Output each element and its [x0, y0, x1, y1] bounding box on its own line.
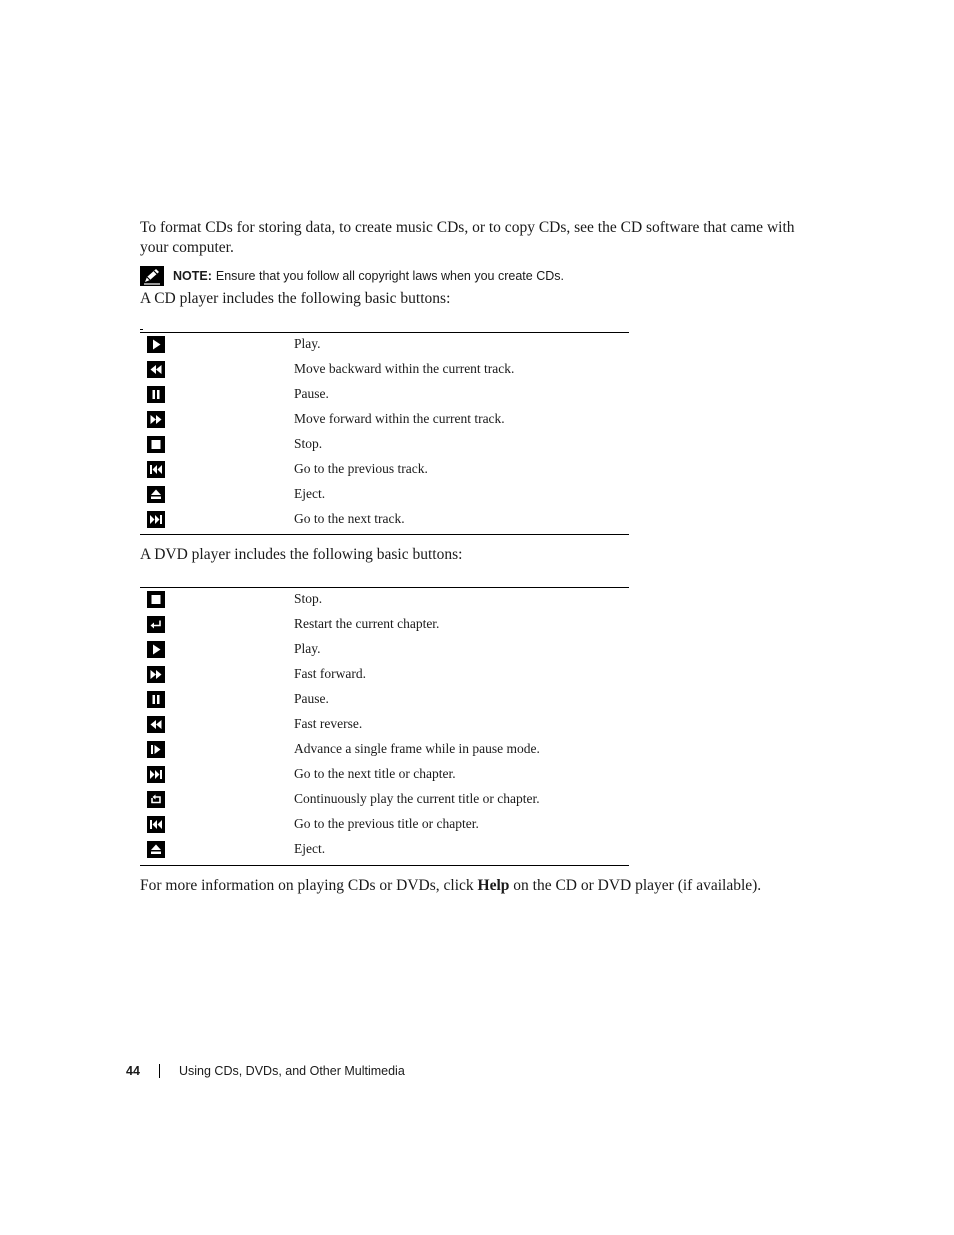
- button-description: Stop.: [294, 591, 323, 606]
- button-description: Go to the previous title or chapter.: [294, 816, 479, 831]
- table-row: [140, 813, 629, 838]
- button-description: Fast reverse.: [294, 716, 363, 731]
- stop-icon: [147, 436, 165, 453]
- button-description: Restart the current chapter.: [294, 616, 440, 631]
- pencil-note-icon: [140, 266, 164, 286]
- table-row: [140, 788, 629, 813]
- button-description: Stop.: [294, 436, 323, 451]
- dvd-intro: A DVD player includes the following basic buttons:: [140, 546, 463, 563]
- cd-buttons-table: [140, 332, 629, 535]
- note-callout: [140, 265, 820, 287]
- eject-icon: [147, 841, 165, 858]
- eject-icon: [147, 486, 165, 503]
- button-description: Go to the next track.: [294, 511, 405, 526]
- table-row: [140, 688, 629, 713]
- button-description: Pause.: [294, 386, 329, 401]
- dvd-buttons-rows: [140, 588, 629, 865]
- table-row: [140, 838, 629, 863]
- button-description: Advance a single frame while in pause mode.: [294, 741, 540, 756]
- footer-separator: [159, 1064, 160, 1078]
- button-description: Continuously play the current title or chapter.: [294, 791, 540, 806]
- note-text: Ensure that you follow all copyright laws when you create CDs.: [215, 269, 564, 283]
- play-icon: [147, 336, 165, 353]
- table-row: [140, 588, 629, 613]
- rewind-icon: [147, 716, 165, 733]
- button-description: Go to the next title or chapter.: [294, 766, 456, 781]
- stop-icon: [147, 591, 165, 608]
- previous-track-icon: [147, 461, 165, 478]
- chapter-title: Using CDs, DVDs, and Other Multimedia: [179, 1064, 405, 1078]
- pause-icon: [147, 691, 165, 708]
- fast-forward-icon: [147, 411, 165, 428]
- previous-track-icon: [147, 816, 165, 833]
- table-row: [140, 763, 629, 788]
- table-row: [140, 508, 629, 533]
- table-marker: [140, 329, 143, 330]
- button-description: Move forward within the current track.: [294, 411, 505, 426]
- button-description: Pause.: [294, 691, 329, 706]
- button-description: Move backward within the current track.: [294, 361, 515, 376]
- play-icon: [147, 641, 165, 658]
- pause-icon: [147, 386, 165, 403]
- table-row: [140, 663, 629, 688]
- intro-paragraph: To format CDs for storing data, to create music CDs, or to copy CDs, see the CD software that came with your computer.: [140, 219, 795, 256]
- cd-buttons-rows: [140, 333, 629, 534]
- more-info-paragraph: [140, 876, 820, 896]
- table-row: [140, 458, 629, 483]
- button-description: Play.: [294, 336, 321, 351]
- table-row: [140, 383, 629, 408]
- table-row: [140, 713, 629, 738]
- help-keyword: Help: [477, 877, 510, 894]
- button-description: Eject.: [294, 486, 326, 501]
- frame-advance-icon: [147, 741, 165, 758]
- dvd-buttons-table: [140, 587, 629, 866]
- note-label: NOTE:: [173, 269, 212, 283]
- table-row: [140, 358, 629, 383]
- table-row: [140, 433, 629, 458]
- table-row: [140, 638, 629, 663]
- restart-chapter-icon: [147, 616, 165, 633]
- next-track-icon: [147, 766, 165, 783]
- cd-intro: A CD player includes the following basic buttons:: [140, 290, 451, 307]
- button-description: Go to the previous track.: [294, 461, 428, 476]
- rewind-icon: [147, 361, 165, 378]
- button-description: Fast forward.: [294, 666, 366, 681]
- table-row: [140, 333, 629, 358]
- next-track-icon: [147, 511, 165, 528]
- table-row: [140, 408, 629, 433]
- table-row: [140, 483, 629, 508]
- more-info-after: on the CD or DVD player (if available).: [509, 877, 762, 894]
- table-row: [140, 613, 629, 638]
- fast-forward-icon: [147, 666, 165, 683]
- page-footer: [126, 1062, 405, 1080]
- more-info-before: For more information on playing CDs or DVDs, click: [140, 877, 478, 894]
- button-description: Eject.: [294, 841, 326, 856]
- page-number: 44: [126, 1064, 140, 1078]
- button-description: Play.: [294, 641, 321, 656]
- table-row: [140, 738, 629, 763]
- repeat-icon: [147, 791, 165, 808]
